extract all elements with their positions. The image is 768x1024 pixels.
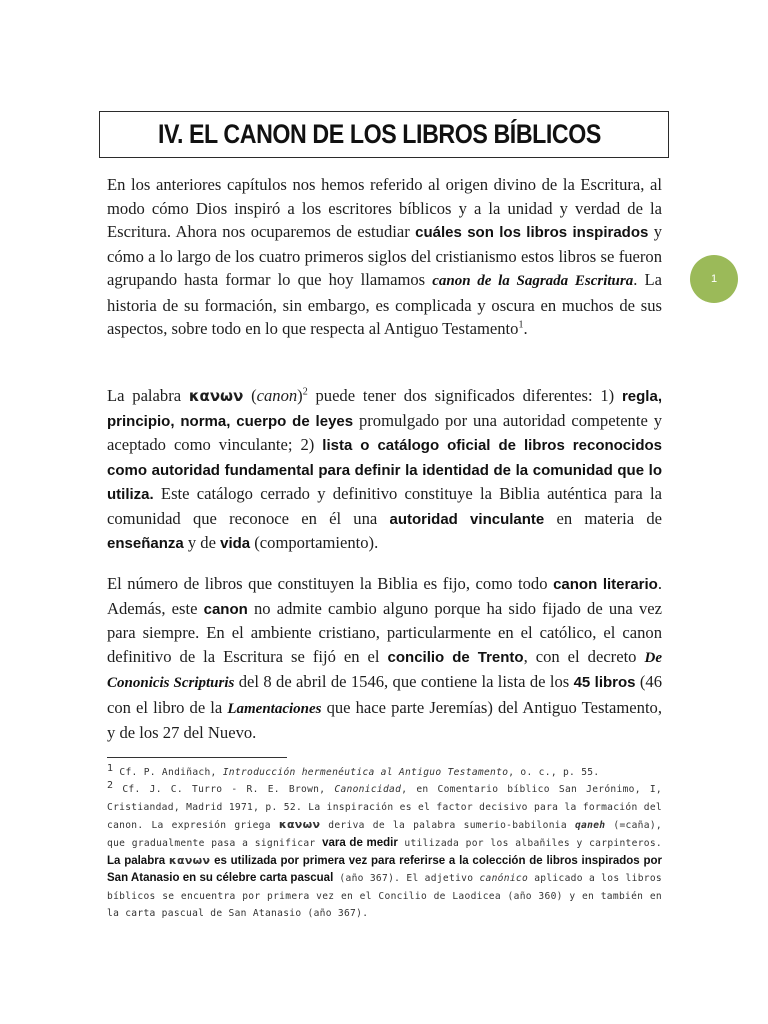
- bold-text: lista o catálogo oficial de libros reconocidos como autoridad fundamental para definir la identidad de la comunidad que lo utiliza.: [107, 437, 662, 503]
- text: , con el decreto: [523, 646, 645, 666]
- footnote-ref-2[interactable]: 2: [302, 386, 308, 398]
- bold-text: 45 libros: [573, 674, 636, 691]
- text: (: [243, 386, 257, 405]
- text: deriva de la palabra sumerio-babilonia: [320, 820, 575, 832]
- text: en materia de: [544, 508, 662, 528]
- bold-text: La palabra: [107, 855, 169, 868]
- bold-text: canon: [203, 600, 248, 618]
- text: promulgado por una autoridad competente y aceptado como vinculante; 2): [107, 410, 662, 454]
- text: Cf. J. C. Turro - R. E. Brown,: [113, 784, 335, 796]
- chapter-title-box: [99, 111, 669, 158]
- bold-text: concilio de Trento: [387, 648, 524, 666]
- footnote-1: [107, 764, 662, 781]
- italic-text: Canonicidad: [334, 784, 402, 796]
- text: .: [523, 319, 528, 338]
- text: La palabra: [107, 386, 189, 405]
- bold-italic-text: canon de la Sagrada Escritura: [432, 273, 634, 289]
- greek-word: κανων: [168, 854, 211, 868]
- bold-text: cuáles son los libros inspirados: [415, 224, 649, 241]
- text: . La historia de su formación, sin embargo, es complicada y oscura en muchos de sus aspectos, sobre todo en lo que respecta al Antiguo Testamento: [107, 270, 662, 338]
- footnote-separator: [107, 757, 287, 758]
- text: no admite cambio alguno porque ha sido fijado de una vez para siempre. En el ambiente cristiano, particularmente en el católico, el canon definitivo de la Escritura se fijó en el: [107, 598, 662, 666]
- page-number-badge: [690, 255, 738, 303]
- italic-text: qaneh: [574, 820, 606, 832]
- bold-text: vara de medir: [322, 836, 398, 849]
- chapter-title: IV. EL CANON DE LOS LIBROS BÍBLICOS: [158, 119, 601, 149]
- paragraph-2: [107, 384, 662, 556]
- italic-text: canónico: [479, 873, 529, 885]
- text: (=caña), que gradualmente pasa a significar: [107, 820, 662, 849]
- bold-italic-text: De Cononicis Scripturis: [107, 649, 662, 691]
- text: Este catálogo cerrado y definitivo constituye la Biblia auténtica para la comunidad que reconoce en él una: [107, 484, 662, 528]
- footnote-number: 2: [107, 780, 114, 792]
- paragraph-3: [107, 572, 662, 745]
- footnote-ref-1[interactable]: 1: [518, 319, 524, 331]
- paragraph-1: [107, 173, 662, 341]
- text: , en Comentario bíblico San Jerónimo, I, Cristiandad, Madrid 1971, p. 52. La inspiración es el factor decisivo para la formación del canon. La expresión griega: [107, 784, 662, 832]
- bold-text: autoridad vinculante: [389, 510, 545, 528]
- footnote-number: 1: [107, 762, 114, 774]
- bold-text: regla, principio, norma, cuerpo de leyes: [107, 388, 662, 430]
- text: (año 367). El adjetivo: [333, 873, 480, 885]
- text: . Además, este: [107, 574, 662, 618]
- footnotes: [107, 764, 662, 923]
- bold-text: vida: [220, 535, 251, 552]
- text: Cf. P. Andiñach,: [113, 767, 223, 778]
- text: (46 con el libro de la: [107, 672, 663, 717]
- bold-text: canon literario: [553, 576, 658, 593]
- bold-text: es utilizada por primera vez para referirse a la colección de libros inspirados por San Atanasio en su célebre carta pascual: [107, 855, 662, 885]
- text: que hace parte Jeremías) del Antiguo Testamento, y de los 27 del Nuevo.: [107, 697, 663, 742]
- text: y de: [183, 533, 221, 552]
- italic-text: Introducción hermenéutica al Antiguo Testamento: [222, 767, 509, 778]
- text: En los anteriores capítulos nos hemos referido al origen divino de la Escritura, al modo cómo Dios inspiró a los escritores bíblicos y a la unidad y verdad de la Escritura. Ahora nos ocuparemos de estudiar: [107, 175, 662, 241]
- bold-text: enseñanza: [107, 535, 184, 552]
- text: El número de libros que constituyen la Biblia es fijo, como todo: [107, 574, 554, 593]
- text: puede tener dos significados diferentes: 1): [307, 386, 622, 405]
- text: del 8 de abril de 1546, que contiene la lista de los: [234, 672, 574, 691]
- text: ): [297, 386, 303, 405]
- page-number: 1: [710, 273, 718, 285]
- greek-word: κανων: [278, 818, 321, 832]
- text: , o. c., p. 55.: [508, 767, 600, 778]
- text: utilizada por los albañiles y carpinteros.: [397, 837, 662, 849]
- text: aplicado a los libros bíblicos se encuentra por primera vez en el Concilio de Laodicea (año 360) y en también en la carta pascual de San Atanasio (año 367).: [107, 873, 662, 920]
- bold-italic-text: Lamentaciones: [227, 700, 322, 717]
- greek-word: κανων: [188, 387, 244, 405]
- footnote-2: [107, 781, 662, 922]
- text: (comportamiento).: [250, 533, 379, 552]
- italic-text: canon: [256, 386, 298, 405]
- text: y cómo a lo largo de los cuatro primeros siglos del cristianismo estos libros se fueron agrupando hasta formar lo que hoy llamamos: [107, 222, 662, 289]
